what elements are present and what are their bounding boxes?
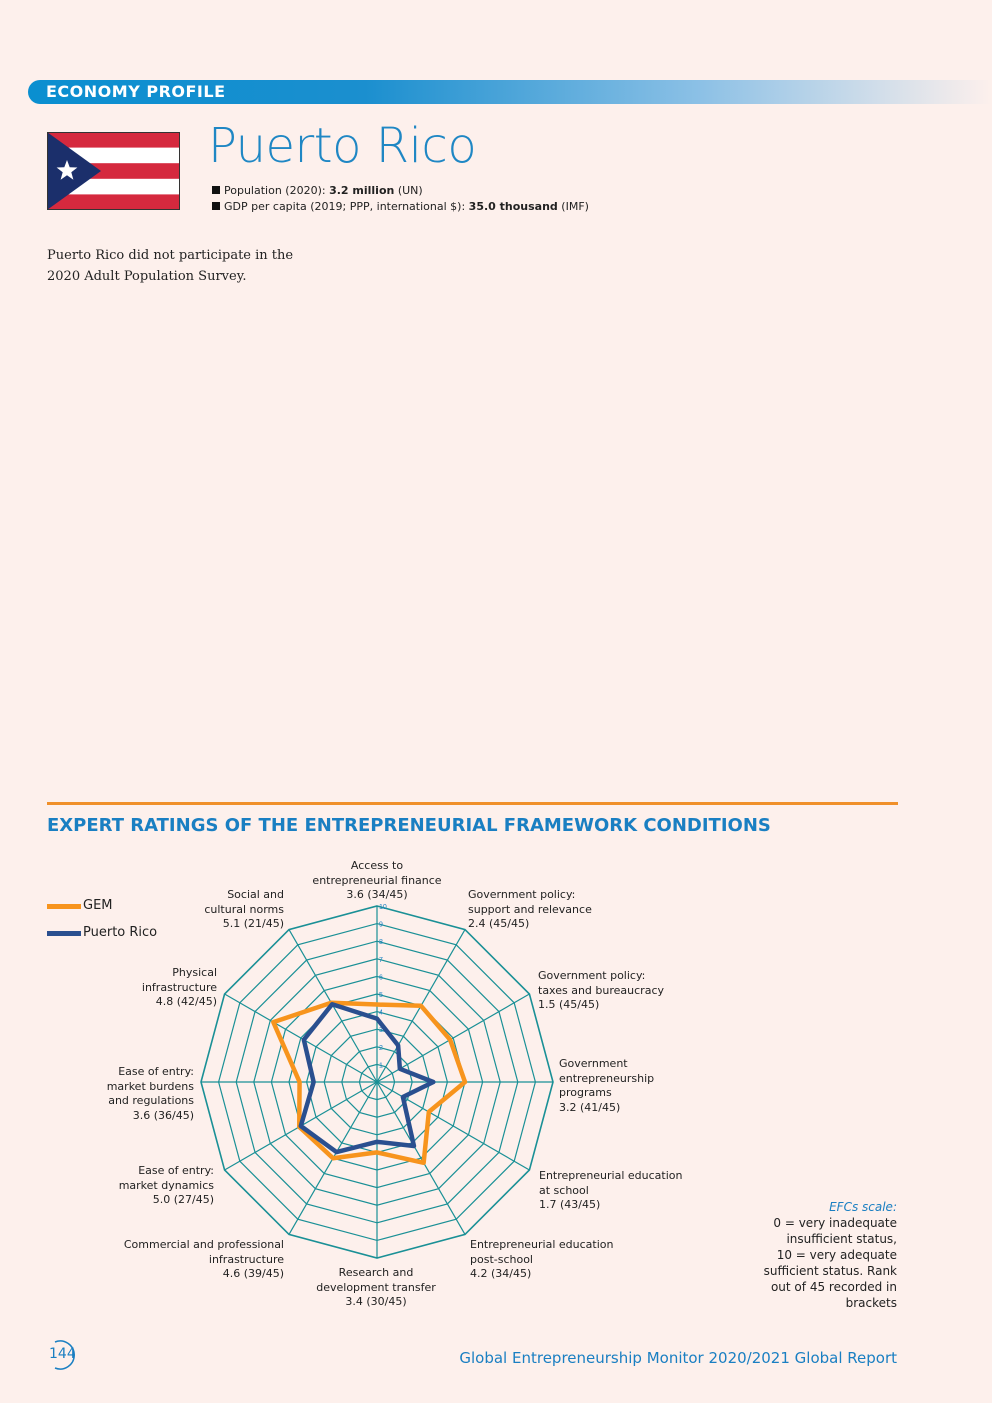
efc-scale-line: brackets	[845, 1296, 897, 1310]
radar-axis-label	[470, 1238, 613, 1282]
efc-scale-line: 10 = very adequate	[776, 1248, 897, 1262]
radar-axis-label-line: Government policy:	[538, 969, 646, 982]
radar-axis-label-line: 1.7 (43/45)	[539, 1198, 601, 1211]
bullet-square-icon	[212, 186, 220, 194]
radar-tick-label: 7	[379, 956, 383, 964]
radar-tick-label: 8	[379, 939, 383, 947]
radar-tick-label: 4	[379, 1009, 383, 1017]
country-stats	[212, 183, 589, 215]
radar-axis-label-line: 4.2 (34/45)	[470, 1267, 532, 1280]
banner-title: ECONOMY PROFILE	[46, 82, 226, 101]
radar-axis-label-line: Commercial and professional	[123, 1238, 284, 1251]
radar-axis-label-line: Physical	[172, 966, 217, 979]
radar-axis-label	[142, 966, 217, 1010]
radar-axis-label-line: infrastructure	[141, 980, 217, 994]
radar-axis-label-line: cultural norms	[204, 902, 284, 916]
efc-scale-title: EFCs scale:	[829, 1200, 897, 1214]
radar-axis-label-line: market dynamics	[118, 1178, 214, 1192]
radar-axis-label	[538, 969, 664, 1013]
legend-item-country: Puerto Rico	[47, 925, 157, 952]
radar-axis-label-line: Social and	[227, 888, 284, 901]
radar-axis-label-line: Government	[559, 1057, 628, 1070]
radar-axis-label-line: Ease of entry:	[138, 1164, 214, 1177]
radar-axis-label-line: post-school	[470, 1252, 533, 1266]
efc-scale-note	[727, 1199, 897, 1311]
radar-axis-label	[539, 1169, 682, 1213]
series-gem-line	[273, 1003, 465, 1163]
radar-tick-label: 10	[379, 904, 387, 911]
radar-axis-label-line: programs	[559, 1086, 612, 1099]
radar-axis-label-line: market burdens	[106, 1079, 194, 1093]
radar-axis-label-line: Government policy:	[468, 888, 576, 901]
bullet-square-icon	[212, 202, 220, 210]
page-number: 144	[47, 1340, 81, 1370]
radar-axis-label-line: 3.6 (34/45)	[346, 888, 408, 901]
radar-axis-label-line: at school	[539, 1183, 589, 1197]
efc-scale-line: 0 = very inadequate	[773, 1216, 897, 1230]
efc-scale-line: sufficient status. Rank	[763, 1264, 897, 1278]
puerto-rico-flag	[47, 132, 180, 210]
section-title: EXPERT RATINGS OF THE ENTREPRENEURIAL FRAMEWORK CONDITIONS	[47, 815, 771, 836]
radar-axis-label-line: 3.4 (30/45)	[345, 1295, 407, 1308]
radar-axis-label	[468, 888, 592, 932]
radar-axis-label	[107, 1065, 194, 1123]
radar-tick-label: 2	[379, 1044, 383, 1052]
radar-tick-label: 3	[379, 1027, 383, 1035]
radar-axis-label-line: 3.6 (36/45)	[132, 1108, 194, 1122]
radar-axis-label	[305, 859, 449, 903]
radar-axis-label-line: entrepreneurial finance	[312, 873, 442, 887]
radar-tick-label: 9	[379, 921, 383, 929]
radar-axis-label-line: support and relevance	[468, 902, 592, 916]
radar-axis-label-line: 4.8 (42/45)	[155, 995, 217, 1008]
section-divider	[47, 802, 898, 805]
radar-axis-label-line: Research and	[338, 1266, 414, 1279]
efc-scale-line: insufficient status,	[786, 1232, 897, 1246]
radar-axis-label	[119, 1164, 214, 1208]
economy-profile-banner	[28, 80, 992, 104]
series-country-line	[301, 1004, 434, 1152]
radar-axis-label-line: Entrepreneurial education	[470, 1238, 614, 1251]
radar-axis-label-line: 5.1 (21/45)	[222, 917, 284, 930]
radar-axis-label	[300, 1266, 452, 1310]
radar-axis-label-line: 3.2 (41/45)	[559, 1100, 621, 1114]
radar-axis-label	[559, 1057, 654, 1115]
legend-item-gem: GEM	[47, 898, 157, 925]
efc-scale-line: out of 45 recorded in	[770, 1280, 897, 1294]
page-title: Puerto Rico	[208, 118, 477, 174]
radar-axis-label-line: development transfer	[316, 1280, 436, 1294]
radar-axis-label-line: and regulations	[108, 1094, 194, 1107]
intro-paragraph: Puerto Rico did not participate in the 2020 Adult Population Survey.	[47, 248, 294, 284]
radar-axis-label	[204, 888, 284, 932]
radar-axis-label-line: Entrepreneurial education	[539, 1169, 683, 1182]
radar-tick-label: 1	[379, 1062, 383, 1070]
radar-axis-label-line: entrepreneurship	[559, 1071, 655, 1085]
radar-axis-label-line: infrastructure	[208, 1252, 284, 1266]
radar-tick-label: 6	[379, 974, 383, 982]
radar-axis-label-line: 2.4 (45/45)	[468, 917, 530, 930]
gdp-stat: GDP per capita (2019; PPP, international $): 35.0 thousand (IMF)	[212, 199, 589, 215]
radar-axis-label	[124, 1238, 284, 1282]
radar-axis-label-line: 1.5 (45/45)	[538, 998, 600, 1011]
radar-tick-label: 5	[379, 992, 383, 999]
population-stat: Population (2020): 3.2 million (UN)	[212, 183, 589, 199]
radar-axis-label-line: Access to	[350, 859, 404, 872]
radar-axis-label-line: taxes and bureaucracy	[538, 983, 664, 997]
radar-axis-label-line: 5.0 (27/45)	[152, 1193, 214, 1206]
footer-title: Global Entrepreneurship Monitor 2020/2021 Global Report	[459, 1349, 897, 1367]
radar-axis-label-line: 4.6 (39/45)	[222, 1267, 284, 1280]
radar-axis-label-line: Ease of entry:	[118, 1065, 194, 1078]
